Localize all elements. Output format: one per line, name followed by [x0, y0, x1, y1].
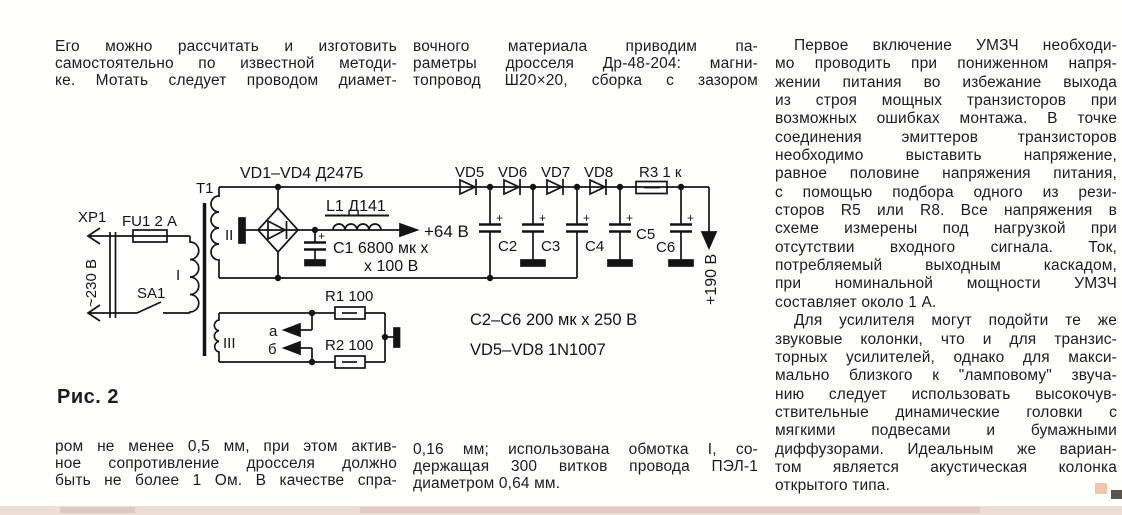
text-line: потребляемый выходным каскадом,	[775, 257, 1117, 275]
plus-sign: +	[496, 211, 504, 225]
text-line: торных усилителей, однако для макси-	[775, 348, 1117, 366]
note-diodes: VD5–VD8 1N1007	[470, 341, 606, 359]
text-line: возможных ошибках монтажа. В точке	[775, 110, 1117, 128]
label-out190: +190 В	[703, 253, 720, 305]
text-line: раметры дросселя Др-48-204: магни-	[413, 55, 758, 72]
text-line: топровод Ш20×20, сборка с зазором	[413, 72, 758, 89]
text-line: при номинальной мощности УМЗЧ	[775, 275, 1117, 293]
label-vd5: VD5	[455, 164, 485, 181]
capacitor-c4	[566, 187, 604, 278]
diode-chain-vd5-vd8	[455, 164, 613, 195]
scan-artifact-pink	[1095, 483, 1107, 494]
text-line: ром не менее 0,5 мм, при этом актив-	[55, 438, 397, 455]
article-column-left-bottom	[55, 438, 397, 489]
label-xp1: ХР1	[78, 209, 107, 226]
transformer-t1	[176, 180, 236, 362]
text-line: ное сопротивление дросселя должно	[55, 455, 397, 472]
mains-plug-xp1	[78, 209, 116, 321]
text-line: отсутствии входного сигнала. Ток,	[775, 238, 1117, 256]
scan-smudge	[60, 507, 135, 513]
bridge-rectifier-vd1-vd4	[239, 165, 364, 278]
text-line: звуковые колонки, что и для транзис-	[775, 330, 1117, 348]
capacitor-c5	[608, 187, 655, 266]
circuit-diagram	[55, 130, 765, 430]
text-line: составляет около 1 А.	[775, 293, 937, 311]
label-mains-voltage: ~230 В	[83, 259, 100, 307]
text-line: открытого типа.	[775, 477, 891, 495]
plus-sign: +	[583, 211, 591, 225]
article-column-left-top	[55, 38, 397, 89]
label-tap-b: б	[268, 341, 277, 358]
text-line: необходимо выставить напряжение,	[775, 147, 1117, 165]
text-line: Для усилителя могут подойти те же	[794, 312, 1117, 330]
text-line: диффузорами. Идеальным же вариан-	[775, 440, 1117, 458]
label-c6: С6	[656, 239, 676, 256]
text-line: вочного материала приводим па-	[413, 38, 758, 55]
article-column-right	[775, 37, 1117, 496]
text-line: из строя мощных транзисторов при	[775, 92, 1117, 110]
label-c1-value1: С1 6800 мк х	[333, 240, 429, 257]
text-line: сторов R5 или R8. Все напряжения в	[775, 202, 1117, 220]
label-out64: +64 В	[424, 222, 469, 241]
label-c3: С3	[541, 238, 561, 255]
label-r1: R1 100	[325, 288, 374, 305]
text-line: самостоятельно по известной методи-	[55, 55, 397, 72]
label-c4: С4	[585, 238, 605, 255]
capacitor-c2	[479, 187, 517, 278]
text-line: ке. Мотать следует проводом диамет-	[55, 72, 397, 89]
text-line: мягкими подвесами и бумажными	[775, 422, 1117, 440]
label-tap-a: а	[269, 323, 278, 340]
figure-caption: Рис. 2	[57, 386, 119, 408]
plus-sign: +	[626, 211, 634, 225]
text-line: быть не более 1 Ом. В качестве спра-	[55, 472, 397, 489]
label-c5: С5	[636, 226, 656, 243]
article-column-middle-top	[413, 38, 758, 89]
output-190v	[702, 187, 720, 305]
note-capacitors: С2–С6 200 мк х 250 В	[470, 311, 638, 329]
plus-sign: +	[318, 229, 326, 243]
label-r3: R3 1 к	[639, 164, 682, 181]
article-column-middle-bottom	[413, 441, 758, 492]
label-c2: С2	[498, 238, 518, 255]
label-c1-value2: х 100 В	[364, 258, 419, 275]
label-vd6: VD6	[498, 164, 528, 181]
label-vd7: VD7	[541, 164, 571, 181]
label-vd8: VD8	[584, 164, 614, 181]
label-sa1: SA1	[137, 285, 166, 302]
text-line: равное половине напряжения питания,	[775, 165, 1117, 183]
switch-sa1	[88, 285, 190, 313]
label-r2: R2 100	[325, 337, 374, 354]
schematic-notes	[470, 311, 637, 359]
scan-smudge	[360, 507, 980, 513]
text-line: с помощью подбора одного из рези-	[775, 183, 1117, 201]
text-line: 0,16 мм; использована обмотка I, со-	[413, 441, 758, 458]
text-line: соединения эмиттеров транзисторов	[775, 128, 1117, 146]
text-line: Первое включение УМЗЧ необходи-	[794, 37, 1117, 54]
text-line: держащая 300 витков провода ПЭЛ-1	[413, 458, 758, 475]
text-line: Его можно рассчитать и изготовить	[55, 38, 397, 55]
label-winding-3: III	[223, 335, 236, 352]
text-line: нию следует использовать высокочув-	[775, 385, 1117, 403]
choke-l1	[325, 198, 389, 230]
label-winding-2: II	[225, 227, 234, 244]
label-fu1: FU1 2 А	[122, 213, 178, 230]
capacitor-c1	[298, 229, 428, 275]
capacitor-c6	[656, 187, 694, 266]
text-line: жении питания во избежание выхода	[775, 73, 1117, 91]
label-winding-1: I	[176, 267, 181, 284]
text-line: мо проводить при пониженном напря-	[775, 55, 1117, 73]
text-line: схеме измерены под нагрузкой при	[775, 220, 1117, 238]
text-line: ствительные динамические головки с	[775, 403, 1117, 421]
text-line: том является акустическая колонка	[775, 458, 1117, 476]
text-line: мально близкого к "ламповому" звуча-	[775, 367, 1117, 385]
label-t1: Т1	[196, 180, 214, 197]
plus-sign: +	[539, 211, 547, 225]
text-line: диаметром 0,64 мм.	[413, 475, 561, 492]
scan-artifact-dark	[1111, 490, 1122, 499]
capacitor-c3	[521, 187, 560, 266]
resistor-r3	[636, 164, 682, 194]
label-bridge: VD1–VD4 Д247Б	[240, 165, 364, 182]
heater-taps	[219, 288, 400, 368]
output-64v	[400, 222, 469, 241]
plus-sign: +	[687, 211, 695, 225]
label-l1: L1 Д141	[326, 198, 386, 215]
